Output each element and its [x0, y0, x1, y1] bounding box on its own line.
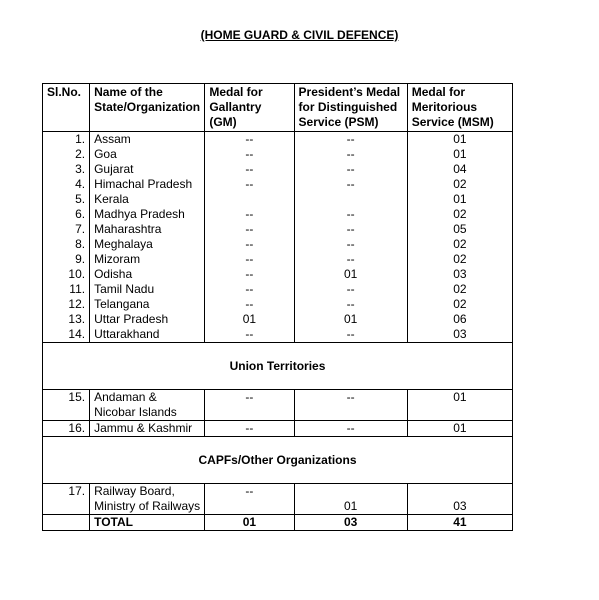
gm-cell: --	[205, 267, 294, 282]
total-label: TOTAL	[90, 515, 205, 531]
total-gm: 01	[205, 515, 294, 531]
table-row	[43, 177, 513, 192]
psm-cell	[294, 192, 407, 207]
psm-cell: --	[294, 252, 407, 267]
gm-cell: --	[205, 282, 294, 297]
state-name-cell: Odisha	[90, 267, 205, 282]
gm-cell: --	[205, 207, 294, 222]
states-body	[43, 132, 513, 343]
gm-cell: --	[205, 147, 294, 162]
table-row	[43, 327, 513, 343]
gm-cell: --	[205, 421, 294, 437]
gm-cell: --	[205, 222, 294, 237]
org-name-line: Railway Board,	[94, 484, 175, 498]
state-name-cell: Jammu & Kashmir	[90, 421, 205, 437]
sl-no-cell: 1.	[43, 132, 90, 148]
table-row	[43, 390, 513, 421]
sl-no-cell: 8.	[43, 237, 90, 252]
state-name-cell: Maharashtra	[90, 222, 205, 237]
union-territories-heading: Union Territories	[43, 343, 513, 390]
gm-cell: --	[205, 177, 294, 192]
total-psm: 03	[294, 515, 407, 531]
sl-no-cell: 4.	[43, 177, 90, 192]
state-name-cell: Mizoram	[90, 252, 205, 267]
msm-cell: 02	[407, 207, 512, 222]
header-msm: Medal for Meritorious Service (MSM)	[407, 84, 512, 132]
state-name-cell: Uttarakhand	[90, 327, 205, 343]
msm-cell: 01	[407, 192, 512, 207]
sl-no-cell: 17.	[43, 484, 90, 515]
msm-cell: 05	[407, 222, 512, 237]
capf-row	[43, 437, 513, 484]
table-row	[43, 312, 513, 327]
state-name-cell: Goa	[90, 147, 205, 162]
gm-cell: --	[205, 390, 294, 421]
gm-cell: --	[205, 132, 294, 148]
msm-cell: 01	[407, 147, 512, 162]
psm-cell: --	[294, 177, 407, 192]
msm-cell: 06	[407, 312, 512, 327]
table-row	[43, 267, 513, 282]
msm-cell: 01	[407, 132, 512, 148]
gm-cell: --	[205, 162, 294, 177]
psm-cell: --	[294, 207, 407, 222]
msm-cell: 02	[407, 252, 512, 267]
sl-no-cell: 13.	[43, 312, 90, 327]
table-row	[43, 147, 513, 162]
psm-cell: --	[294, 147, 407, 162]
psm-cell: --	[294, 390, 407, 421]
state-name-cell: Kerala	[90, 192, 205, 207]
msm-cell: 02	[407, 237, 512, 252]
state-name-cell: Gujarat	[90, 162, 205, 177]
msm-cell: 01	[407, 390, 512, 421]
table-header-row	[43, 84, 513, 132]
table-row	[43, 282, 513, 297]
state-name-cell: Tamil Nadu	[90, 282, 205, 297]
gm-cell: --	[205, 297, 294, 312]
gm-cell: --	[205, 484, 294, 515]
msm-cell: 02	[407, 282, 512, 297]
table-row	[43, 252, 513, 267]
sl-no-cell: 5.	[43, 192, 90, 207]
state-name-cell: Telangana	[90, 297, 205, 312]
psm-cell: 01	[294, 267, 407, 282]
psm-cell: --	[294, 237, 407, 252]
psm-cell: --	[294, 327, 407, 343]
org-name-cell	[90, 484, 205, 515]
state-name-cell	[90, 390, 205, 421]
msm-cell: 02	[407, 297, 512, 312]
table-row	[43, 484, 513, 515]
msm-cell: 03	[407, 267, 512, 282]
sl-no-cell: 2.	[43, 147, 90, 162]
gm-cell: --	[205, 252, 294, 267]
state-name-cell: Uttar Pradesh	[90, 312, 205, 327]
state-name-cell: Himachal Pradesh	[90, 177, 205, 192]
msm-cell: 04	[407, 162, 512, 177]
table-row	[43, 132, 513, 148]
table-row	[43, 222, 513, 237]
sl-no-cell: 7.	[43, 222, 90, 237]
page-title: (HOME GUARD & CIVIL DEFENCE)	[200, 28, 399, 42]
table-row	[43, 207, 513, 222]
psm-cell: --	[294, 297, 407, 312]
sl-no-cell: 3.	[43, 162, 90, 177]
total-sl-cell	[43, 515, 90, 531]
msm-cell: 01	[407, 421, 512, 437]
psm-cell: --	[294, 162, 407, 177]
gm-cell: --	[205, 237, 294, 252]
msm-cell: 03	[407, 484, 512, 515]
header-state-name: Name of the State/Organization	[90, 84, 205, 132]
header-psm: President’s Medal for Distinguished Service (PSM)	[294, 84, 407, 132]
psm-cell: --	[294, 222, 407, 237]
union-territories-row	[43, 343, 513, 390]
state-name-line: Andaman &	[94, 390, 157, 404]
sl-no-cell: 9.	[43, 252, 90, 267]
sl-no-cell: 6.	[43, 207, 90, 222]
table-row	[43, 297, 513, 312]
table-row	[43, 162, 513, 177]
total-msm: 41	[407, 515, 512, 531]
total-row	[43, 515, 513, 531]
msm-cell: 03	[407, 327, 512, 343]
state-name-cell: Meghalaya	[90, 237, 205, 252]
header-gallantry: Medal for Gallantry (GM)	[205, 84, 294, 132]
sl-no-cell: 14.	[43, 327, 90, 343]
header-sl-no: Sl.No.	[43, 84, 90, 132]
table-row	[43, 192, 513, 207]
psm-cell: --	[294, 421, 407, 437]
sl-no-cell: 11.	[43, 282, 90, 297]
sl-no-cell: 12.	[43, 297, 90, 312]
gm-cell: --	[205, 327, 294, 343]
capf-heading: CAPFs/Other Organizations	[43, 437, 513, 484]
medal-table	[42, 83, 513, 531]
sl-no-cell: 10.	[43, 267, 90, 282]
state-name-cell: Madhya Pradesh	[90, 207, 205, 222]
psm-cell: --	[294, 282, 407, 297]
state-name-line: Nicobar Islands	[94, 405, 177, 419]
psm-cell: --	[294, 132, 407, 148]
state-name-cell: Assam	[90, 132, 205, 148]
table-row	[43, 421, 513, 437]
msm-cell: 02	[407, 177, 512, 192]
sl-no-cell: 16.	[43, 421, 90, 437]
sl-no-cell: 15.	[43, 390, 90, 421]
gm-cell: 01	[205, 312, 294, 327]
psm-cell: 01	[294, 312, 407, 327]
psm-cell: 01	[294, 484, 407, 515]
org-name-line: Ministry of Railways	[94, 499, 201, 513]
table-row	[43, 237, 513, 252]
gm-cell	[205, 192, 294, 207]
